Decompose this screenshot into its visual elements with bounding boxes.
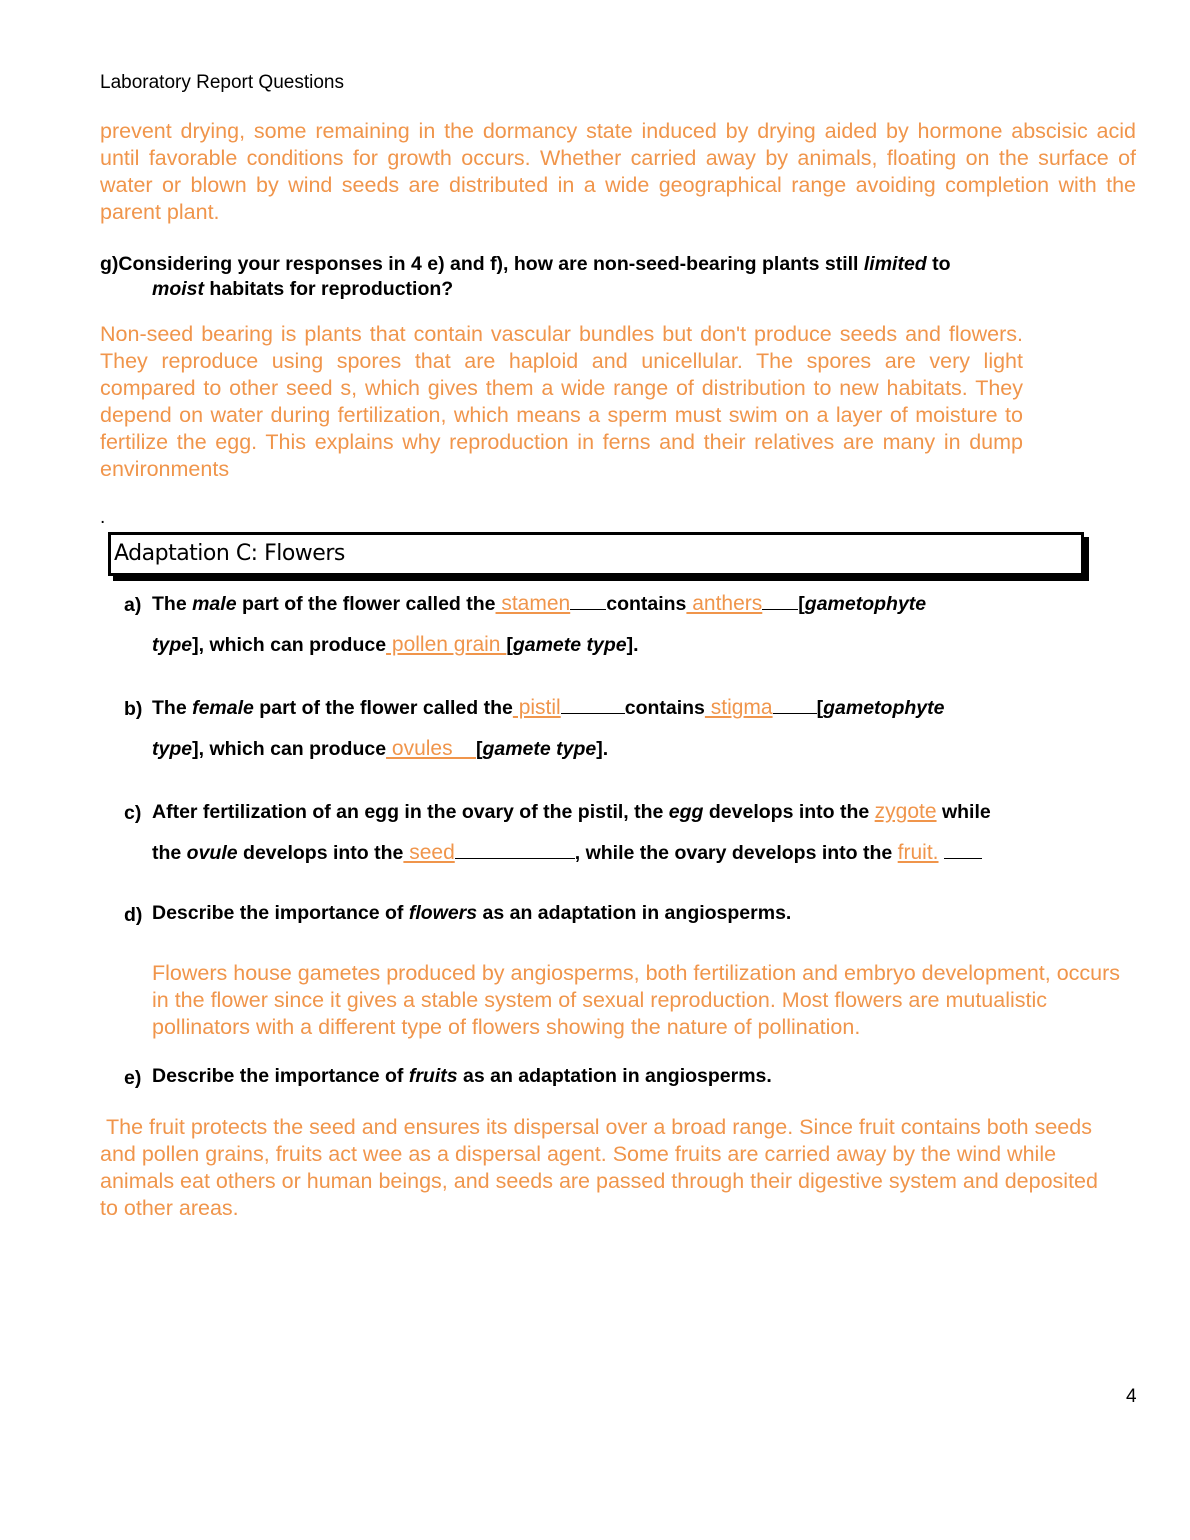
section-heading-box: [108, 532, 1084, 576]
blank-answer-pollen: pollen grain: [386, 633, 507, 656]
blank-answer-stigma: stigma: [704, 696, 773, 719]
section-title: Adaptation C: Flowers: [114, 541, 345, 566]
page-header: Laboratory Report Questions: [100, 72, 344, 93]
page-number: 4: [1126, 1386, 1137, 1407]
blank-answer-pistil: pistil: [512, 696, 561, 719]
answer-continuation: prevent drying, some remaining in the dormancy state induced by drying aided by hormone abscisic acid until favorable conditions for growth occurs. Whether carried away by animals, floating on the surface of water or blown by wind seeds are distributed in a wide geographical range avoiding completion with the parent plant.: [100, 119, 1136, 224]
blank-answer-seed: seed: [403, 841, 455, 864]
stray-dot: .: [100, 507, 106, 528]
blank-answer-anthers: anthers: [686, 592, 763, 615]
document-page: Laboratory Report Questions prevent drying, some remaining in the dormancy state induced by drying aided by hormone abscisic acid until favorable conditions for growth occurs. Whether carried away by animals, floating on the surface of water or blown by wind seeds are distributed in a wide geographical range avoiding completion with the parent plant. g)Considering your responses in 4 e) and f), how are non-seed-bearing plants still limited to moist habitats for reproduction? Non-seed bearing is plants that contain vascular bundles but don't produce seeds and flowers. They reproduce using spores that are haploid and unicellular. The spores are very light compared to other seed s, which gives them a wide range of distribution to new habitats. They depend on water during fertilization, which means a sperm must swim on a layer of moisture to fertilize the egg. This explains why reproduction in ferns and their relatives are many in dump environments . Adaptation C: Flowers a) The male part of the flower called the stamen contains anthers [gametophyte type], which can produce pollen grain [gamete type]. b) The female part of the flower called the pistil contains stigma [gametophyte type], which can produce ovules [gamete type]. c) After fertilization of an egg in the ovary of the pistil, the egg develops into the zygote while the ovule develops into the seed , while the ovary develops into the fruit. d) Describe the importance of flowers as an adaptation in angiosperms. Flowers house gametes produced by angiosperms, both fertilization and embryo development, occurs in the flower since it gives a stable system of sexual reproduction. Most flowers are mutualistic pollinators with a different type of flowers showing the nature of pollination. e) Describe the importance of fruits as an adaptation in angiosperms. The fruit protects the seed and ensures its dispersal over a broad range. Since fruit contains both seeds and pollen grains, fruits act wee as a dispersal agent. Some fruits are carried away by the wind while animals eat others or human beings, and seeds are passed through their digestive system and deposited to other areas. 4: [0, 0, 1190, 1540]
answer-d: Flowers house gametes produced by angiosperms, both fertilization and embryo development, occurs in the flower since it gives a stable system of sexual reproduction. Most flowers are mutualistic pollinators with a different type of flowers showing the nature of pollination.: [152, 961, 1121, 1039]
question-g: g)Considering your responses in 4 e) and f), how are non-seed-bearing plants still limited to moist habitats for reproduction?: [100, 253, 951, 300]
answer-g: Non-seed bearing is plants that contain vascular bundles but don't produce seeds and flowers. They reproduce using spores that are haploid and unicellular. The spores are very light compared to other seed s, which gives them a wide range of distribution to new habitats. They depend on water during fertilization, which means a sperm must swim on a layer of moisture to fertilize the egg. This explains why reproduction in ferns and their relatives are many in dump environments: [100, 322, 1023, 481]
blank-answer-zygote: zygote: [874, 800, 937, 823]
blank-answer-stamen: stamen: [495, 592, 571, 615]
blank-answer-ovules: ovules: [386, 737, 476, 760]
answer-e: The fruit protects the seed and ensures its dispersal over a broad range. Since fruit contains both seeds and pollen grains, fruits act wee as a dispersal agent. Some fruits are carried away by the wind while animals eat others or human beings, and seeds are passed through their digestive system and deposited to other areas.: [100, 1115, 1104, 1220]
blank-answer-fruit: fruit.: [897, 841, 939, 864]
